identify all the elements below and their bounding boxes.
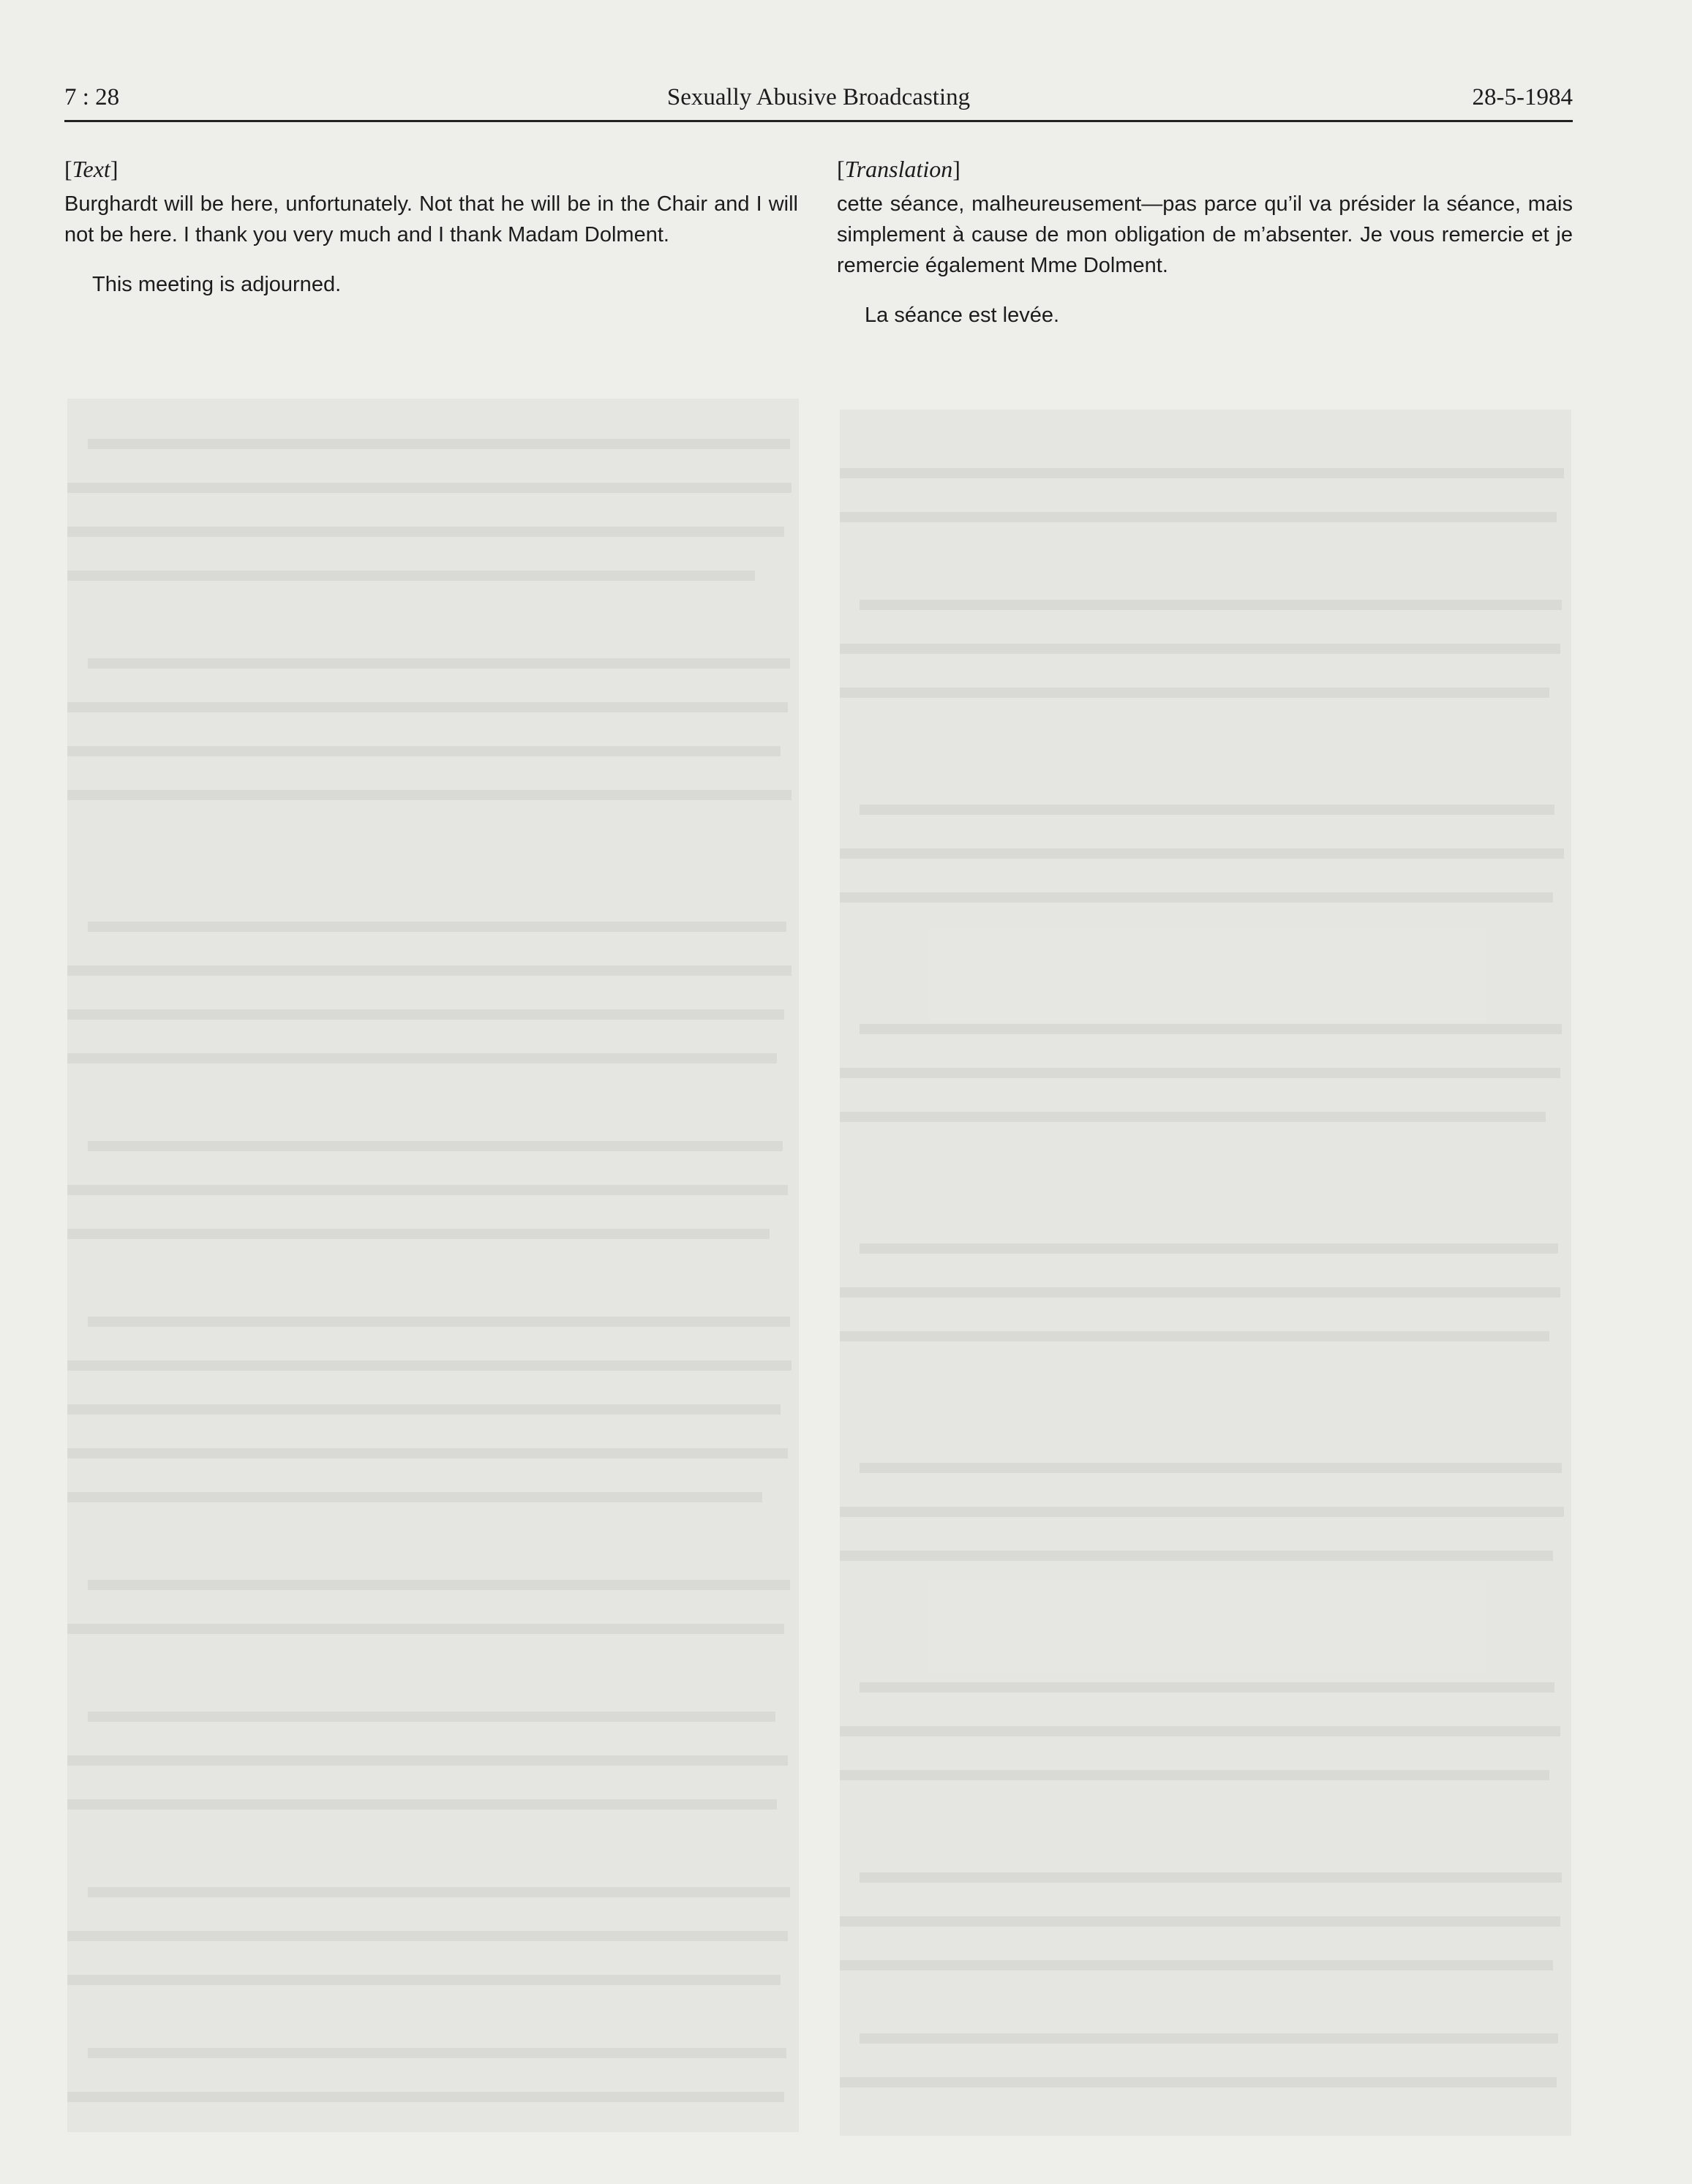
- english-adjournment: This meeting is adjourned.: [92, 273, 342, 296]
- session-date: 28-5-1984: [1472, 84, 1573, 110]
- page-header: [64, 79, 1573, 122]
- translation-label: [Translation]: [837, 156, 960, 182]
- text-label: [Text]: [64, 156, 119, 182]
- french-column: [837, 154, 1573, 331]
- french-paragraph-1: cette séance, malheureusement—pas parce qu’il va présider la séance, mais simplement à cause de mon obligation de m’absenter. Je vous remercie et je remercie également Mme Dolment.: [837, 192, 1573, 277]
- running-title: Sexually Abusive Broadcasting: [666, 84, 971, 110]
- french-adjournment: La séance est levée.: [865, 304, 1060, 327]
- page-number: 7 : 28: [64, 84, 120, 110]
- english-column: [64, 154, 798, 300]
- english-paragraph-1: Burghardt will be here, unfortunately. Not that he will be in the Chair and I will not be here. I thank you very much and I thank Madam Dolment.: [64, 192, 798, 246]
